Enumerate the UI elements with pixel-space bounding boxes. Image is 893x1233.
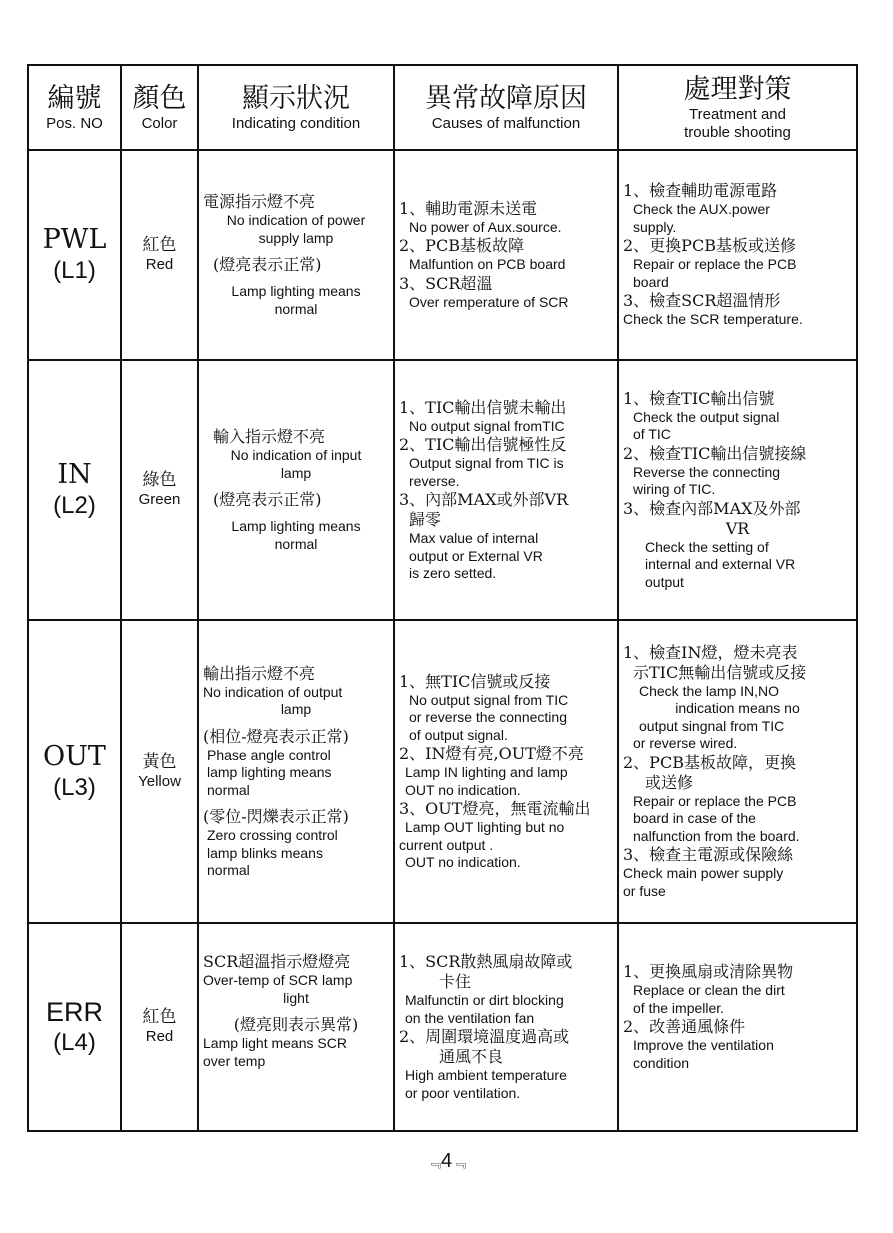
indicating-line: No indication of input (230, 447, 362, 463)
treatment-line: Replace or clean the dirt (633, 982, 785, 998)
header-causes-zh: 異常故障原因 (425, 82, 587, 114)
causes-cell (394, 620, 618, 923)
indicating-line: No indication of output (203, 683, 343, 700)
header-indicating-en: Indicating condition (231, 114, 361, 132)
malfunction-table (27, 64, 858, 1132)
indicating-line: Lamp lighting means (231, 518, 361, 534)
pos-label: (L4) (53, 1029, 96, 1056)
treatment-cell (618, 150, 857, 360)
indicating-line: Lamp light means SCR (203, 1035, 347, 1051)
pos-cell (28, 360, 121, 620)
causes-line: Lamp IN lighting and lamp (405, 764, 568, 780)
color-zh: 綠色 (142, 470, 177, 490)
pos-label: (L2) (53, 492, 96, 519)
indicating-line: lamp (280, 701, 312, 717)
indicating-line: light (283, 989, 309, 1006)
indicating-line: Phase angle control (207, 746, 331, 763)
treatment-line: nalfunction from the board. (633, 827, 800, 844)
header-color (121, 65, 198, 150)
pos-cell (28, 923, 121, 1131)
color-en: Red (145, 1028, 174, 1045)
treatment-line: 或送修 (645, 772, 694, 792)
treatment-line: output singnal from TIC (639, 717, 785, 734)
treatment-cell (618, 360, 857, 620)
header-treatment-en2: trouble shooting (684, 123, 791, 141)
causes-line: OUT no indication. (405, 854, 521, 870)
header-treatment-en1: Treatment and (689, 105, 786, 123)
pos-cell (28, 150, 121, 360)
pos-label: (L1) (53, 257, 96, 284)
indicating-line: (相位-燈亮表示正常) (203, 726, 349, 746)
causes-line: 2、PCB基板故障 (399, 236, 524, 256)
causes-line: 通風不良 (439, 1047, 504, 1066)
color-cell (121, 620, 198, 923)
page-decor-left: ﹃ (426, 1154, 441, 1170)
treatment-line: Improve the ventilation (633, 1037, 774, 1053)
color-zh: 紅色 (142, 1007, 177, 1027)
indicating-line: normal (207, 781, 250, 798)
pos-code: PWL (42, 224, 107, 255)
causes-line: 1、無TIC信號或反接 (399, 671, 551, 691)
treatment-line: internal and external VR (645, 556, 796, 573)
treatment-line: 1、更換風扇或清除異物 (623, 962, 794, 981)
treatment-line: Reverse the connecting (633, 463, 781, 480)
treatment-line: 2、更換PCB基板或送修 (623, 236, 796, 256)
causes-line: 2、IN燈有亮,OUT燈不亮 (399, 744, 584, 763)
color-zh: 紅色 (142, 235, 177, 255)
table-row (28, 620, 857, 923)
indicating-line: (燈亮則表示異常) (233, 1015, 359, 1034)
treatment-line: 3、檢查主電源或保險絲 (623, 845, 794, 865)
treatment-line: or reverse wired. (633, 735, 738, 752)
header-causes (394, 65, 618, 150)
color-zh: 黃色 (142, 751, 177, 772)
treatment-line: 1、檢查輔助電源電路 (623, 181, 778, 201)
causes-line: reverse. (409, 472, 460, 489)
header-treatment (618, 65, 857, 150)
treatment-line: Check the AUX.power (633, 201, 770, 218)
color-cell (121, 923, 198, 1131)
treatment-line: Repair or replace the PCB (633, 792, 797, 809)
treatment-cell (618, 923, 857, 1131)
pos-label: (L3) (53, 773, 96, 801)
page-decor-right: ﹃ (452, 1154, 467, 1170)
indicating-cell (198, 923, 394, 1131)
table-row (28, 150, 857, 360)
treatment-cell (618, 620, 857, 923)
pos-code: ERR (45, 997, 103, 1027)
causes-line: of output signal. (409, 726, 508, 743)
treatment-line: or fuse (623, 882, 666, 899)
indicating-line: lamp lighting means (207, 764, 332, 780)
causes-line: current output . (399, 836, 494, 853)
indicating-line: Over-temp of SCR lamp (203, 972, 353, 988)
page-number-footer (0, 1150, 893, 1173)
causes-line: or poor ventilation. (405, 1084, 521, 1101)
indicating-line: (燈亮表示正常) (213, 490, 322, 509)
header-pos (28, 65, 121, 150)
causes-line: No output signal fromTIC (409, 417, 565, 434)
treatment-line: indication means no (675, 700, 800, 717)
indicating-line: over temp (203, 1052, 266, 1069)
color-cell (121, 360, 198, 620)
causes-line: Over remperature of SCR (409, 293, 569, 310)
causes-line: 歸零 (409, 510, 442, 529)
indicating-line: Lamp lighting means (231, 283, 361, 299)
indicating-line: 輸入指示燈不亮 (213, 427, 326, 446)
treatment-line: of the impeller. (633, 999, 725, 1016)
pos-code: OUT (43, 740, 106, 772)
causes-line: Max value of internal (409, 530, 539, 546)
causes-line: No output signal from TIC (409, 691, 569, 708)
treatment-line: 2、改善通風條件 (623, 1017, 746, 1036)
indicating-line: No indication of power (226, 212, 366, 228)
treatment-line: 3、檢查SCR超溫情形 (623, 291, 781, 311)
table-row (28, 360, 857, 620)
indicating-cell (198, 150, 394, 360)
causes-line: 2、TIC輸出信號極性反 (399, 435, 567, 454)
causes-line: 3、SCR超溫 (399, 273, 493, 293)
causes-line: or reverse the connecting (409, 709, 567, 725)
treatment-line: 2、檢查TIC輸出信號接線 (623, 443, 807, 463)
treatment-line: VR (725, 518, 750, 538)
causes-line: OUT no indication. (405, 781, 521, 798)
causes-line: 1、輔助電源未送電 (399, 198, 538, 218)
treatment-line: board (633, 273, 669, 290)
header-color-en: Color (141, 114, 178, 132)
header-pos-zh: 編號 (47, 82, 102, 114)
causes-cell (394, 150, 618, 360)
treatment-line: 1、檢查IN燈，燈未亮表 (623, 642, 798, 662)
causes-line: Malfuntion on PCB board (409, 256, 566, 273)
header-color-zh: 顏色 (132, 82, 187, 114)
treatment-line: Repair or replace the PCB (633, 256, 797, 273)
color-en: Green (138, 491, 181, 508)
indicating-cell (198, 360, 394, 620)
causes-line: 1、TIC輸出信號未輸出 (399, 397, 567, 417)
treatment-line: wiring of TIC. (633, 481, 716, 498)
causes-line: 3、內部MAX或外部VR (399, 490, 569, 509)
header-pos-en: Pos. NO (46, 114, 103, 132)
treatment-line: 2、PCB基板故障，更換 (623, 752, 796, 772)
treatment-line: Check the SCR temperature. (623, 311, 803, 328)
treatment-line: output (645, 573, 684, 590)
treatment-line: Check the lamp IN,NO (639, 682, 780, 699)
causes-line: on the ventilation fan (405, 1009, 535, 1026)
header-indicating-zh: 顯示狀況 (242, 82, 350, 114)
causes-line: output or External VR (409, 547, 543, 564)
indicating-line: normal (274, 535, 318, 552)
indicating-line: (燈亮表示正常) (213, 255, 322, 274)
pos-cell (28, 620, 121, 923)
treatment-line: condition (633, 1054, 690, 1071)
treatment-line: Check the setting of (645, 538, 769, 555)
causes-line: High ambient temperature (405, 1067, 567, 1083)
header-treatment-zh: 處理對策 (683, 73, 792, 105)
causes-line: Malfunctin or dirt blocking (405, 992, 564, 1008)
causes-cell (394, 923, 618, 1131)
causes-line: is zero setted. (409, 565, 497, 581)
causes-line: No power of Aux.source. (409, 218, 562, 235)
indicating-line: Zero crossing control (207, 827, 338, 843)
treatment-line: 3、檢查內部MAX及外部 (623, 498, 801, 518)
header-row (28, 65, 857, 150)
indicating-cell (198, 620, 394, 923)
indicating-line: normal (274, 300, 318, 317)
color-cell (121, 150, 198, 360)
indicating-line: 輸出指示燈不亮 (203, 663, 316, 683)
causes-line: Output signal from TIC is (409, 455, 564, 471)
treatment-line: Check the output signal (633, 408, 780, 425)
indicating-line: (零位-閃爍表示正常) (203, 807, 349, 826)
indicating-line: supply lamp (258, 229, 334, 246)
indicating-line: lamp blinks means (207, 844, 323, 861)
color-en: Red (145, 256, 174, 273)
treatment-line: 示TIC無輸出信號或反接 (633, 662, 807, 682)
indicating-line: normal (207, 862, 250, 878)
indicating-line: 電源指示燈不亮 (203, 192, 316, 211)
causes-line: 卡住 (439, 972, 472, 991)
page-number: 4 (440, 1150, 453, 1172)
causes-line: Lamp OUT lighting but no (405, 819, 565, 835)
treatment-line: board in case of the (633, 810, 756, 827)
indicating-line: SCR超溫指示燈燈亮 (203, 952, 351, 971)
header-causes-en: Causes of malfunction (431, 114, 581, 132)
treatment-line: of TIC (633, 426, 671, 443)
indicating-line: lamp (280, 464, 312, 481)
treatment-line: supply. (633, 218, 677, 235)
causes-line: 2、周圍環境溫度過高或 (399, 1027, 570, 1046)
treatment-line: 1、檢查TIC輸出信號 (623, 388, 775, 408)
header-indicating (198, 65, 394, 150)
causes-line: 1、SCR散熱風扇故障或 (399, 952, 573, 971)
pos-code: IN (57, 459, 92, 490)
causes-cell (394, 360, 618, 620)
causes-line: 3、OUT燈亮，無電流輸出 (399, 799, 591, 818)
treatment-line: Check main power supply (623, 865, 784, 882)
color-en: Yellow (138, 772, 181, 790)
table-row (28, 923, 857, 1131)
